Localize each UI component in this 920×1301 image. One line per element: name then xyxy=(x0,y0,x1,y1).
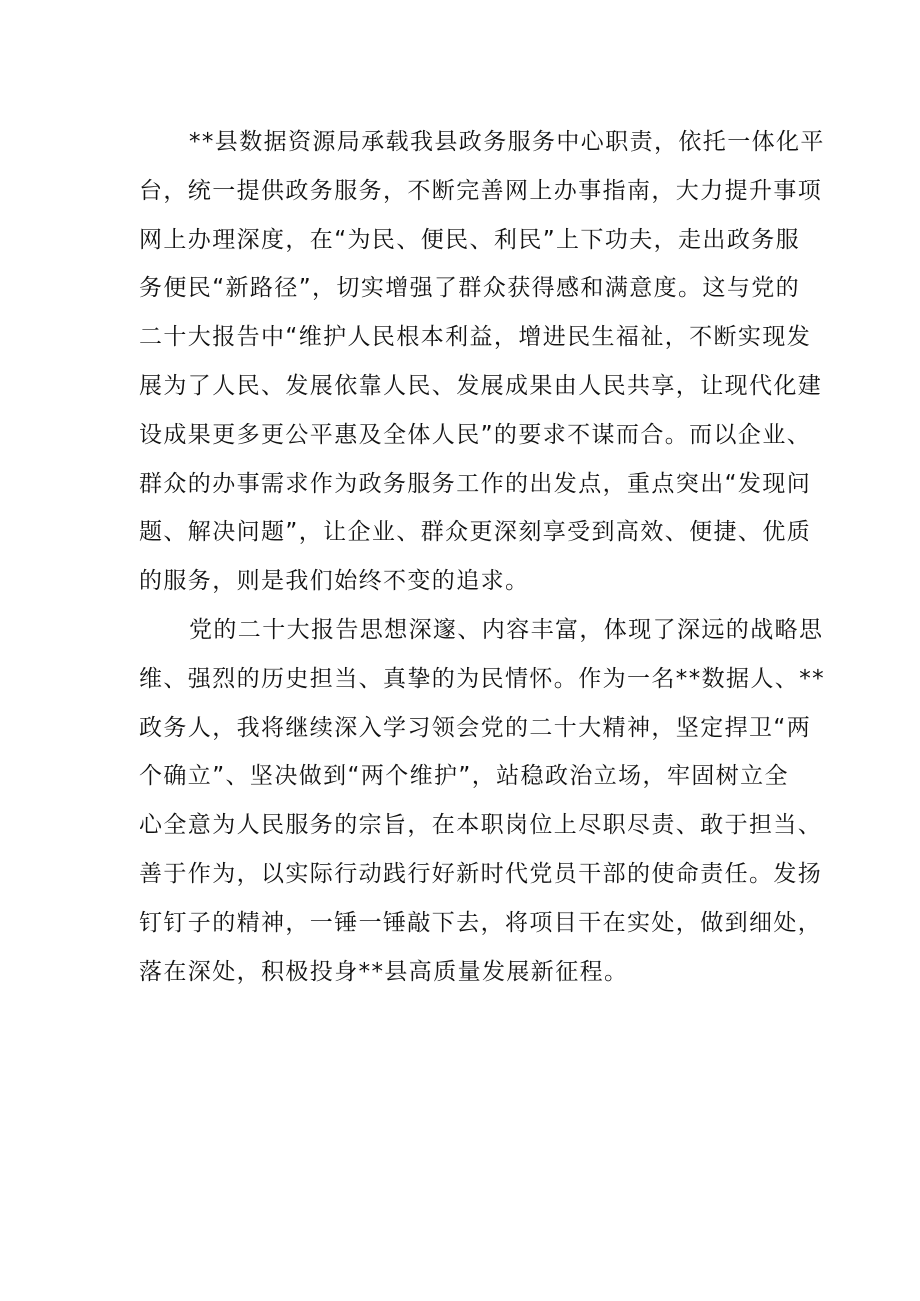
document-body xyxy=(139,118,825,996)
paragraph-line: 心全意为人民服务的宗旨，在本职岗位上尽职尽责、敢于担当、 xyxy=(139,812,823,839)
paragraph-line: 个确立”、坚决做到“两个维护”，站稳政治立场，牢固树立全 xyxy=(139,763,789,790)
paragraph-2 xyxy=(139,606,825,996)
paragraph-line: 网上办理深度，在“为民、便民、利民”上下功夫，走出政务服 xyxy=(139,226,801,253)
paragraph-line: 落在深处，积极投身**县高质量发展新征程。 xyxy=(139,958,629,985)
paragraph-line: 二十大报告中“维护人民根本利益，增进民生福祉，不断实现发 xyxy=(139,324,812,351)
paragraph-1 xyxy=(139,118,825,606)
paragraph-line: 维、强烈的历史担当、真挚的为民情怀。作为一名**数据人、** xyxy=(139,665,825,692)
paragraph-line: 务便民“新路径”，切实增强了群众获得感和满意度。这与党的 xyxy=(139,275,801,302)
paragraph-line: 政务人，我将继续深入学习领会党的二十大精神，坚定捍卫“两 xyxy=(139,714,812,741)
paragraph-line: 的服务，则是我们始终不变的追求。 xyxy=(139,568,530,595)
paragraph-line: 设成果更多更公平惠及全体人民”的要求不谋而合。而以企业、 xyxy=(139,421,812,448)
paragraph-line: 台，统一提供政务服务，不断完善网上办事指南，大力提升事项 xyxy=(139,177,823,204)
paragraph-line: 群众的办事需求作为政务服务工作的出发点，重点突出“发现问 xyxy=(139,470,812,497)
paragraph-line: 善于作为，以实际行动践行好新时代党员干部的使命责任。发扬 xyxy=(139,860,823,887)
paragraph-line: 展为了人民、发展依靠人民、发展成果由人民共享，让现代化建 xyxy=(139,372,823,399)
paragraph-line: **县数据资源局承载我县政务服务中心职责，依托一体化平 xyxy=(189,129,825,155)
paragraph-line: 党的二十大报告思想深邃、内容丰富，体现了深远的战略思 xyxy=(189,616,824,643)
paragraph-line: 钉钉子的精神，一锤一锤敲下去，将项目干在实处，做到细处， xyxy=(139,909,823,936)
paragraph-line: 题、解决问题”，让企业、群众更深刻享受到高效、便捷、优质 xyxy=(139,519,812,546)
